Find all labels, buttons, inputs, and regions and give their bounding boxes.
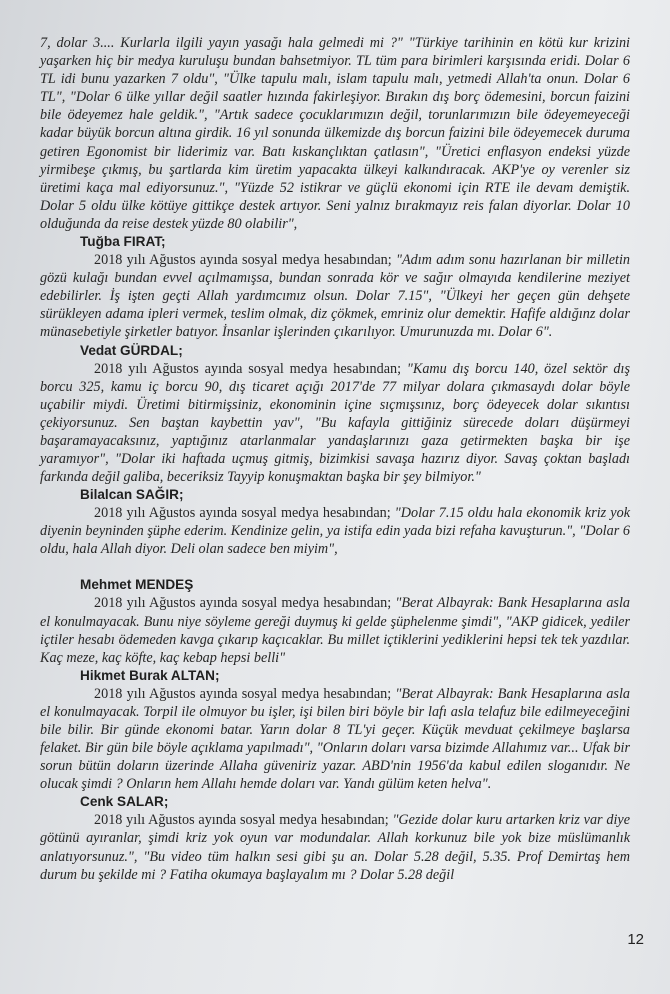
section-intro: 2018 yılı Ağustos ayında sosyal medya hesabından;: [94, 595, 396, 612]
page-content: [40, 34, 630, 884]
section-name: Cenk SALAR;: [80, 794, 169, 810]
section-paragraph: [40, 594, 630, 666]
page-number: 12: [627, 931, 644, 948]
section-intro: 2018 yılı Ağustos ayında sosyal medya hesabından;: [94, 812, 393, 829]
section-name: Bilalcan SAĞIR;: [80, 487, 184, 503]
section-paragraph: [40, 251, 630, 341]
section-intro: 2018 yılı Ağustos ayında sosyal medya hesabından;: [94, 252, 397, 269]
section-quote: "Kamu dış borcu 140, özel sektör dış borcu 325, kamu iç borcu 90, dış ticaret açığı 2017'de 77 milyar dolara çıkmasaydı dolar böyle uçabilir miydi. Üretimi bitirmişsiniz, ekonominin içine sıçmışsınız, borç ödeyecek dolar sıkıntısı çekiyorsunuz. Sen baştan kaybettin yav", "Bu kafayla gittiğiniz sürecede doları düşürmeyi başaramayacaksınız, yaptığınız atarlanmalar yandaşlarınızı gaza getirmekten başka bir işe yaramıyor", "Dolar iki haftada uçmuş gitmiş, bizimkisi savaşa hazırız diyor. Savaş çoktan başladı farkında değil galiba, beceriksiz Tayyip konuşmaktan başka bir şey bilmiyor.": [40, 360, 630, 486]
section-intro: 2018 yılı Ağustos ayında sosyal medya hesabından;: [94, 685, 396, 702]
section-quote: "Adım adım sonu hazırlanan bir milletin gözü kulağı bundan evvel açılmamışsa, bundan sonrada kör ve sağır olmayıda kendilerine meziyet edebilirler. İş işten geçti Allah yardımcımız olsun. Dolar 7.15", "Ülkeyi her geçen gün dehşete sürükleyen adama ipleri vermek, teslim olmak, diz çökmek, emriniz olur demektir. Hafife aldığınz dolar münasebetiyle şirketler batıyor. İnsanlar işlerinden çıkarılıyor. Umurunuzda mı. Dolar 6".: [40, 252, 630, 341]
section-paragraph: [40, 360, 630, 487]
section-paragraph: [40, 685, 630, 794]
section-quote: "Berat Albayrak: Bank Hesaplarına asla el konulmayacak. Bunu niye söyleme gereği duymuş ki gelde şüphelenme şimdi", "AKP gidicek, yediler içtiler hesabı ödemeden kavga çıkarıp kaçıcaklar. Bu millet içtiklerini yediklerini hepsi tek tek yazdılar. Kaç meze, kaç köfte, kaç kebap hepsi belli": [40, 595, 630, 666]
section-quote: "Berat Albayrak: Bank Hesaplarına asla el konulmayacak. Torpil ile olmuyor bu işler, işi bilen biri böyle bir lafı asla telafuz bile edilmeyeceğini bile bilir. Bir günde ekonomi batar. Yarın dolar 8 TL'yi geçer. Küçük mevduat çekilmeye başlarsa felaket. Bir gün bile böyle açıklama yapılmadı", "Onların doları varsa bizimde Allahımız var... Ufak bir sorun bütün doların üzerinde Allaha güveniriz yazar. ABD'nin 1956'da kabul edilen sloganıdır. Ne olucak şimdi ? Onların hem Allahı hemde doları var. Yandı gülüm keten helva".: [40, 685, 630, 793]
section-name: Vedat GÜRDAL;: [80, 342, 183, 358]
section-intro: 2018 yılı Ağustos ayında sosyal medya hesabından;: [94, 505, 395, 522]
section-paragraph: [40, 504, 630, 558]
section-name: Tuğba FIRAT;: [80, 234, 166, 250]
section-name: Hikmet Burak ALTAN;: [80, 667, 220, 683]
section-intro: 2018 yılı Ağustos ayında sosyal medya hesabından;: [94, 360, 407, 377]
section-quote: "Dolar 7.15 oldu hala ekonomik kriz yok diyenin beyninden şüphe ederim. Kendinize gelin, ya istifa edin yada bizi refaha kavuşturun.", "Dolar 6 oldu, hala Allah diyor. Deli olan sadece ben miyim",: [40, 505, 630, 558]
section-paragraph: [40, 811, 630, 883]
continued-quote: 7, dolar 3.... Kurlarla ilgili yayın yasağı hala gelmedi mi ?" "Türkiye tarihinin en kötü kur krizini yaşarken hiç bir medya kuruluşu bundan bahsetmiyor. TL tüm para birimleri karşısında eridi. Dolar 6 TL idi bunu yazarken 7 oldu", "Ülke tapulu malı, islam tapulu malı, yetmedi Allah'ta onun. Dolar 6 TL", "Dolar 6 ülke yıllar değil saatler hızında fakirleşiyor. Bırakın dış borç ödemesini, borcun faizini bile ödeyemez hale geldik.", "Artık sadece çocuklarımızın değil, torunlarımızın bile ödeyemeyeceği kadar büyük borcun altına girdik. 16 yıl sonunda ülkemizde dış borcun faizini bile ödeyemecek duruma getiren Egonomist bir liderimiz var. Batı kıskançlıktan çatlasın", "Üretici enflasyon endeksi yüzde yirmibeşe çıkmış, bu şartlarda kim üretim yapacakta ülkeyi kalkındıracak. AKP'ye oy verenler siz üretimi kaça mal ediyorsunuz.", "Yüzde 52 istikrar ve güçlü ekonomi için RTE ile devam demiştik. Dolar 5 oldu ülke kötüye gittikçe destek artıyor. Seni yalnız bırakmayız reis falan diyorlar. Dolar 10 olduğunda da reise destek yüzde 80 olabilir",: [40, 35, 630, 232]
spacer: [40, 558, 630, 576]
section-name: Mehmet MENDEŞ: [80, 577, 194, 593]
section-quote: "Gezide dolar kuru artarken kriz var diye götünü ayıranlar, şimdi kriz yok oyun var modundalar. Allah korkunuz bile yok bize müslümanlık anlatıyorsunuz.", "Bu video tüm halkın sesi gibi şu an. Dolar 5.28 değil, 5.35. Prof Demirtaş hem durum bu şekilde mi ? Fatiha okumaya başlayalım mı ? Dolar 5.28 değil: [40, 812, 630, 883]
